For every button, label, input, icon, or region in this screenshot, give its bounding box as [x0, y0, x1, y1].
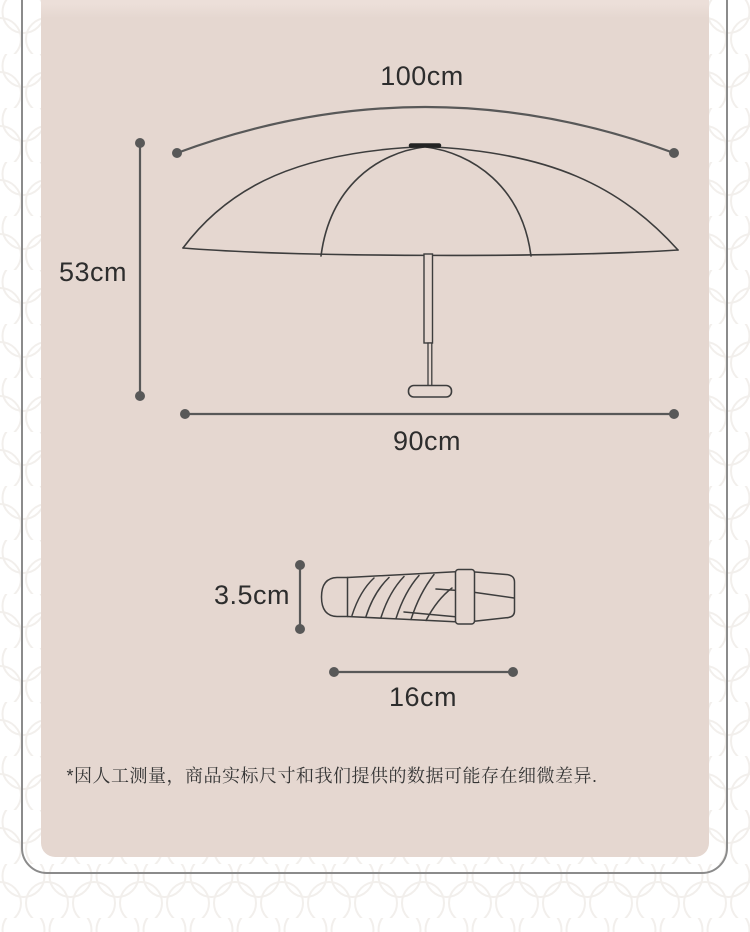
canopy-outline [183, 147, 678, 251]
open-umbrella-drawing [183, 146, 678, 398]
dimension-dot [329, 667, 339, 677]
folded-body-bottom [348, 617, 461, 623]
dimension-arc-100cm [172, 107, 679, 158]
canopy-right-rib [426, 147, 531, 256]
label-folded-length: 16cm [388, 682, 458, 712]
dimension-dot [180, 409, 190, 419]
dimension-line-16cm [329, 667, 518, 677]
dimension-dot [295, 560, 305, 570]
canopy-left-rib [321, 147, 424, 256]
umbrella-shaft-lower [428, 343, 432, 387]
folded-umbrella-drawing [322, 570, 515, 625]
folded-strap [456, 570, 475, 625]
folded-tip-midline [472, 592, 514, 598]
fold-line [352, 578, 374, 616]
umbrella-handle [409, 386, 452, 398]
dimension-line-90cm [180, 409, 679, 419]
label-umbrella-spread: 90cm [392, 426, 462, 456]
dimension-dot [135, 138, 145, 148]
label-folded-diameter: 3.5cm [213, 580, 290, 610]
dimension-dot [295, 624, 305, 634]
umbrella-shaft [424, 254, 433, 343]
dimension-dot [172, 148, 182, 158]
dimension-line-3-5cm [295, 560, 305, 634]
folded-handle-cap [322, 578, 348, 617]
dimension-dot [669, 409, 679, 419]
dimension-dot [669, 148, 679, 158]
measurement-disclaimer: *因人工测量，商品实标尺寸和我们提供的数据可能存在细微差异. [66, 766, 598, 786]
dimension-dot [508, 667, 518, 677]
dimension-dot [135, 391, 145, 401]
label-canopy-arc-width: 100cm [380, 61, 464, 91]
dimension-line-53cm [135, 138, 145, 401]
label-umbrella-height: 53cm [58, 257, 127, 287]
fold-crease [436, 589, 458, 591]
